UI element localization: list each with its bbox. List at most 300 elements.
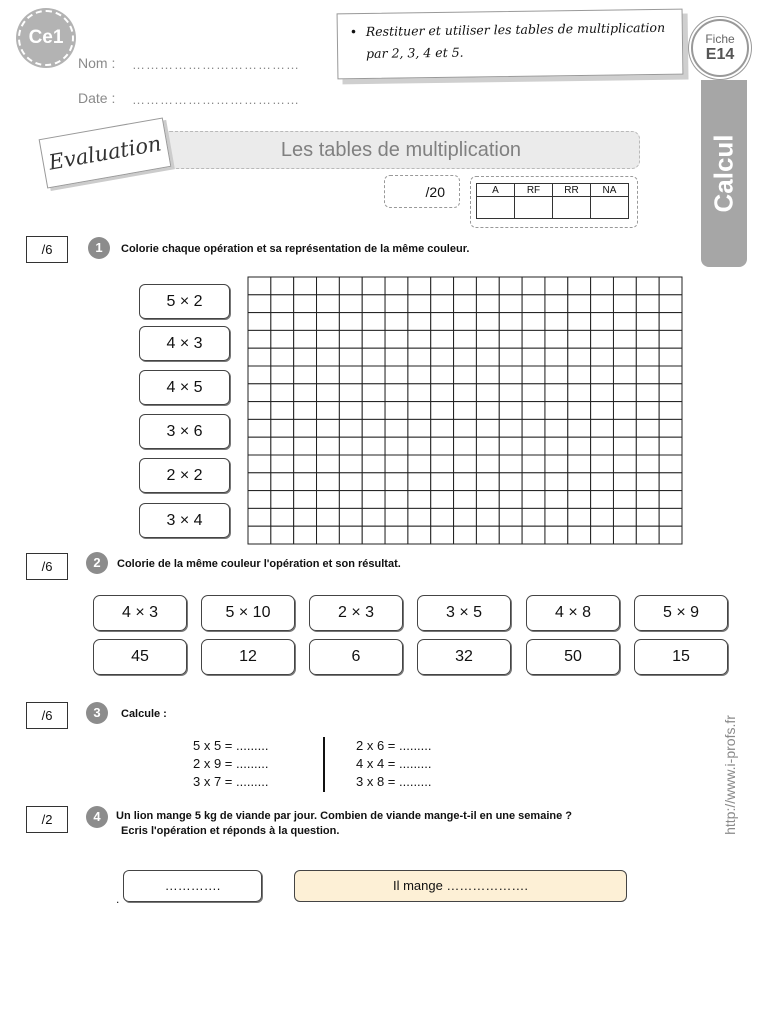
grid-cell[interactable] <box>659 313 682 331</box>
grid-cell[interactable] <box>362 491 385 509</box>
grid-cell[interactable] <box>408 402 431 420</box>
competence-cell-rr[interactable] <box>553 197 591 219</box>
grid-cell[interactable] <box>613 491 636 509</box>
grid-cell[interactable] <box>454 491 477 509</box>
grid-cell[interactable] <box>476 437 499 455</box>
grid-cell[interactable] <box>659 455 682 473</box>
grid-cell[interactable] <box>248 330 271 348</box>
grid-cell[interactable] <box>408 491 431 509</box>
grid-cell[interactable] <box>568 419 591 437</box>
grid-cell[interactable] <box>454 277 477 295</box>
grid-cell[interactable] <box>613 295 636 313</box>
exercise1-operation[interactable]: 4 × 5 <box>139 370 230 405</box>
grid-cell[interactable] <box>476 313 499 331</box>
grid-cell[interactable] <box>591 277 614 295</box>
grid-cell[interactable] <box>568 508 591 526</box>
exercise1-operation[interactable]: 3 × 6 <box>139 414 230 449</box>
grid-cell[interactable] <box>339 277 362 295</box>
grid-cell[interactable] <box>431 526 454 544</box>
grid-cell[interactable] <box>613 348 636 366</box>
grid-cell[interactable] <box>613 419 636 437</box>
grid-cell[interactable] <box>636 330 659 348</box>
grid-cell[interactable] <box>294 313 317 331</box>
grid-cell[interactable] <box>271 473 294 491</box>
grid-cell[interactable] <box>339 491 362 509</box>
grid-cell[interactable] <box>271 402 294 420</box>
grid-cell[interactable] <box>248 402 271 420</box>
grid-cell[interactable] <box>659 366 682 384</box>
grid-cell[interactable] <box>613 473 636 491</box>
grid-cell[interactable] <box>568 473 591 491</box>
grid-cell[interactable] <box>522 473 545 491</box>
grid-cell[interactable] <box>248 295 271 313</box>
grid-cell[interactable] <box>454 455 477 473</box>
grid-cell[interactable] <box>294 277 317 295</box>
grid-cell[interactable] <box>408 295 431 313</box>
grid-cell[interactable] <box>568 455 591 473</box>
grid-cell[interactable] <box>317 526 340 544</box>
grid-cell[interactable] <box>499 295 522 313</box>
grid-cell[interactable] <box>454 330 477 348</box>
grid-cell[interactable] <box>591 330 614 348</box>
grid-cell[interactable] <box>659 348 682 366</box>
grid-cell[interactable] <box>454 384 477 402</box>
total-score-box[interactable] <box>384 175 460 208</box>
grid-cell[interactable] <box>385 491 408 509</box>
grid-cell[interactable] <box>522 366 545 384</box>
grid-cell[interactable] <box>636 473 659 491</box>
grid-cell[interactable] <box>613 455 636 473</box>
grid-cell[interactable] <box>271 526 294 544</box>
grid-cell[interactable] <box>317 437 340 455</box>
grid-cell[interactable] <box>499 277 522 295</box>
grid-cell[interactable] <box>248 277 271 295</box>
grid-cell[interactable] <box>362 313 385 331</box>
grid-cell[interactable] <box>339 508 362 526</box>
grid-cell[interactable] <box>317 384 340 402</box>
grid-cell[interactable] <box>362 384 385 402</box>
grid-cell[interactable] <box>454 402 477 420</box>
grid-cell[interactable] <box>385 366 408 384</box>
grid-cell[interactable] <box>476 508 499 526</box>
grid-cell[interactable] <box>568 348 591 366</box>
grid-cell[interactable] <box>636 526 659 544</box>
grid-cell[interactable] <box>271 437 294 455</box>
exercise2-result-card[interactable]: 45 <box>93 639 187 675</box>
grid-cell[interactable] <box>499 330 522 348</box>
grid-cell[interactable] <box>454 419 477 437</box>
grid-cell[interactable] <box>408 455 431 473</box>
grid-cell[interactable] <box>271 330 294 348</box>
grid-cell[interactable] <box>294 330 317 348</box>
grid-cell[interactable] <box>454 313 477 331</box>
grid-cell[interactable] <box>613 330 636 348</box>
grid-cell[interactable] <box>522 455 545 473</box>
grid-cell[interactable] <box>591 313 614 331</box>
grid-cell[interactable] <box>545 295 568 313</box>
grid-cell[interactable] <box>499 455 522 473</box>
competence-cell-a[interactable] <box>477 197 515 219</box>
grid-cell[interactable] <box>294 402 317 420</box>
grid-cell[interactable] <box>317 366 340 384</box>
grid-cell[interactable] <box>294 508 317 526</box>
grid-cell[interactable] <box>568 330 591 348</box>
competence-cell-rf[interactable] <box>515 197 553 219</box>
grid-cell[interactable] <box>659 508 682 526</box>
grid-cell[interactable] <box>385 348 408 366</box>
grid-cell[interactable] <box>385 473 408 491</box>
grid-cell[interactable] <box>339 437 362 455</box>
grid-cell[interactable] <box>408 437 431 455</box>
grid-cell[interactable] <box>522 526 545 544</box>
grid-cell[interactable] <box>499 419 522 437</box>
grid-cell[interactable] <box>659 473 682 491</box>
coloring-grid[interactable] <box>247 276 683 545</box>
grid-cell[interactable] <box>271 277 294 295</box>
exercise2-result-card[interactable]: 6 <box>309 639 403 675</box>
grid-cell[interactable] <box>476 366 499 384</box>
grid-cell[interactable] <box>591 455 614 473</box>
grid-cell[interactable] <box>476 295 499 313</box>
grid-cell[interactable] <box>431 330 454 348</box>
grid-cell[interactable] <box>568 295 591 313</box>
exercise2-result-card[interactable]: 15 <box>634 639 728 675</box>
grid-cell[interactable] <box>339 330 362 348</box>
grid-cell[interactable] <box>271 419 294 437</box>
grid-cell[interactable] <box>591 366 614 384</box>
grid-cell[interactable] <box>499 526 522 544</box>
grid-cell[interactable] <box>659 384 682 402</box>
grid-cell[interactable] <box>454 348 477 366</box>
grid-cell[interactable] <box>362 473 385 491</box>
grid-cell[interactable] <box>476 384 499 402</box>
grid-cell[interactable] <box>522 384 545 402</box>
grid-cell[interactable] <box>317 313 340 331</box>
exercise1-operation[interactable]: 3 × 4 <box>139 503 230 538</box>
exercise2-operation-card[interactable]: 2 × 3 <box>309 595 403 631</box>
grid-cell[interactable] <box>385 313 408 331</box>
grid-cell[interactable] <box>545 277 568 295</box>
grid-cell[interactable] <box>362 419 385 437</box>
calc-line[interactable]: 3 x 7 = ......... <box>193 774 269 789</box>
grid-cell[interactable] <box>568 384 591 402</box>
grid-cell[interactable] <box>431 313 454 331</box>
grid-cell[interactable] <box>454 437 477 455</box>
grid-cell[interactable] <box>499 402 522 420</box>
grid-cell[interactable] <box>408 330 431 348</box>
grid-cell[interactable] <box>591 491 614 509</box>
grid-cell[interactable] <box>636 295 659 313</box>
grid-cell[interactable] <box>339 473 362 491</box>
grid-cell[interactable] <box>271 508 294 526</box>
grid-cell[interactable] <box>454 473 477 491</box>
grid-cell[interactable] <box>294 455 317 473</box>
grid-cell[interactable] <box>613 277 636 295</box>
grid-cell[interactable] <box>271 366 294 384</box>
exercise2-result-card[interactable]: 32 <box>417 639 511 675</box>
grid-cell[interactable] <box>248 455 271 473</box>
grid-cell[interactable] <box>454 526 477 544</box>
grid-cell[interactable] <box>248 473 271 491</box>
grid-cell[interactable] <box>431 419 454 437</box>
grid-cell[interactable] <box>591 508 614 526</box>
grid-cell[interactable] <box>613 526 636 544</box>
grid-cell[interactable] <box>431 402 454 420</box>
grid-cell[interactable] <box>339 384 362 402</box>
grid-cell[interactable] <box>294 384 317 402</box>
grid-cell[interactable] <box>248 526 271 544</box>
grid-cell[interactable] <box>339 366 362 384</box>
grid-cell[interactable] <box>499 473 522 491</box>
grid-cell[interactable] <box>476 402 499 420</box>
grid-cell[interactable] <box>339 526 362 544</box>
grid-cell[interactable] <box>431 295 454 313</box>
grid-cell[interactable] <box>568 277 591 295</box>
grid-cell[interactable] <box>591 348 614 366</box>
grid-cell[interactable] <box>385 508 408 526</box>
grid-cell[interactable] <box>568 313 591 331</box>
grid-cell[interactable] <box>522 313 545 331</box>
grid-cell[interactable] <box>636 384 659 402</box>
grid-cell[interactable] <box>476 419 499 437</box>
exercise1-operation[interactable]: 5 × 2 <box>139 284 230 319</box>
grid-cell[interactable] <box>317 455 340 473</box>
grid-cell[interactable] <box>476 277 499 295</box>
grid-cell[interactable] <box>294 491 317 509</box>
grid-cell[interactable] <box>545 330 568 348</box>
grid-cell[interactable] <box>636 366 659 384</box>
grid-cell[interactable] <box>385 277 408 295</box>
grid-cell[interactable] <box>385 419 408 437</box>
grid-cell[interactable] <box>339 313 362 331</box>
grid-cell[interactable] <box>636 419 659 437</box>
grid-cell[interactable] <box>431 473 454 491</box>
exercise1-operation[interactable]: 4 × 3 <box>139 326 230 361</box>
grid-cell[interactable] <box>636 277 659 295</box>
grid-cell[interactable] <box>362 455 385 473</box>
grid-cell[interactable] <box>659 437 682 455</box>
grid-cell[interactable] <box>522 491 545 509</box>
grid-cell[interactable] <box>271 348 294 366</box>
grid-cell[interactable] <box>271 491 294 509</box>
grid-cell[interactable] <box>362 508 385 526</box>
calc-line[interactable]: 3 x 8 = ......... <box>356 774 432 789</box>
calc-line[interactable]: 5 x 5 = ......... <box>193 738 269 753</box>
grid-cell[interactable] <box>476 473 499 491</box>
grid-cell[interactable] <box>248 437 271 455</box>
exercise1-operation[interactable]: 2 × 2 <box>139 458 230 493</box>
grid-cell[interactable] <box>591 419 614 437</box>
grid-cell[interactable] <box>659 295 682 313</box>
grid-cell[interactable] <box>271 455 294 473</box>
grid-cell[interactable] <box>499 384 522 402</box>
grid-cell[interactable] <box>613 402 636 420</box>
grid-cell[interactable] <box>431 366 454 384</box>
grid-cell[interactable] <box>362 437 385 455</box>
grid-cell[interactable] <box>476 526 499 544</box>
grid-cell[interactable] <box>408 366 431 384</box>
grid-cell[interactable] <box>613 437 636 455</box>
grid-cell[interactable] <box>362 526 385 544</box>
grid-cell[interactable] <box>613 508 636 526</box>
grid-cell[interactable] <box>248 384 271 402</box>
grid-cell[interactable] <box>385 402 408 420</box>
grid-cell[interactable] <box>636 402 659 420</box>
grid-cell[interactable] <box>431 277 454 295</box>
grid-cell[interactable] <box>294 366 317 384</box>
grid-cell[interactable] <box>545 384 568 402</box>
grid-cell[interactable] <box>636 313 659 331</box>
grid-cell[interactable] <box>248 508 271 526</box>
grid-cell[interactable] <box>613 313 636 331</box>
grid-cell[interactable] <box>454 295 477 313</box>
grid-cell[interactable] <box>522 348 545 366</box>
grid-cell[interactable] <box>248 366 271 384</box>
grid-cell[interactable] <box>545 419 568 437</box>
grid-cell[interactable] <box>431 491 454 509</box>
grid-cell[interactable] <box>362 402 385 420</box>
grid-cell[interactable] <box>294 348 317 366</box>
grid-cell[interactable] <box>454 366 477 384</box>
grid-cell[interactable] <box>408 313 431 331</box>
grid-cell[interactable] <box>545 455 568 473</box>
grid-cell[interactable] <box>522 402 545 420</box>
grid-cell[interactable] <box>545 508 568 526</box>
grid-cell[interactable] <box>362 348 385 366</box>
grid-cell[interactable] <box>499 437 522 455</box>
grid-cell[interactable] <box>339 419 362 437</box>
grid-cell[interactable] <box>568 437 591 455</box>
calc-line[interactable]: 4 x 4 = ......... <box>356 756 432 771</box>
grid-cell[interactable] <box>499 348 522 366</box>
grid-cell[interactable] <box>431 348 454 366</box>
grid-cell[interactable] <box>659 491 682 509</box>
grid-cell[interactable] <box>545 366 568 384</box>
grid-cell[interactable] <box>408 508 431 526</box>
grid-cell[interactable] <box>591 295 614 313</box>
grid-cell[interactable] <box>659 277 682 295</box>
grid-cell[interactable] <box>636 491 659 509</box>
date-field[interactable]: ……………………………… <box>132 92 300 107</box>
grid-cell[interactable] <box>568 526 591 544</box>
grid-cell[interactable] <box>636 348 659 366</box>
grid-cell[interactable] <box>431 437 454 455</box>
exercise4-points[interactable]: /2 <box>26 806 68 833</box>
grid-cell[interactable] <box>476 348 499 366</box>
grid-cell[interactable] <box>522 295 545 313</box>
exercise3-points[interactable]: /6 <box>26 702 68 729</box>
grid-cell[interactable] <box>362 366 385 384</box>
grid-cell[interactable] <box>248 491 271 509</box>
grid-cell[interactable] <box>248 348 271 366</box>
grid-cell[interactable] <box>613 366 636 384</box>
exercise2-operation-card[interactable]: 5 × 9 <box>634 595 728 631</box>
grid-cell[interactable] <box>294 419 317 437</box>
grid-cell[interactable] <box>636 437 659 455</box>
grid-cell[interactable] <box>385 455 408 473</box>
exercise2-operation-card[interactable]: 3 × 5 <box>417 595 511 631</box>
grid-cell[interactable] <box>317 277 340 295</box>
grid-cell[interactable] <box>385 526 408 544</box>
grid-cell[interactable] <box>317 419 340 437</box>
grid-cell[interactable] <box>248 313 271 331</box>
grid-cell[interactable] <box>271 384 294 402</box>
grid-cell[interactable] <box>271 313 294 331</box>
grid-cell[interactable] <box>499 491 522 509</box>
grid-cell[interactable] <box>431 384 454 402</box>
grid-cell[interactable] <box>385 295 408 313</box>
calc-line[interactable]: 2 x 9 = ......... <box>193 756 269 771</box>
exercise2-operation-card[interactable]: 4 × 3 <box>93 595 187 631</box>
grid-cell[interactable] <box>317 295 340 313</box>
grid-cell[interactable] <box>545 313 568 331</box>
grid-cell[interactable] <box>545 402 568 420</box>
answer-sentence-box[interactable]: Il mange ………………. <box>294 870 627 902</box>
grid-cell[interactable] <box>659 526 682 544</box>
grid-cell[interactable] <box>568 366 591 384</box>
grid-cell[interactable] <box>362 277 385 295</box>
competence-cell-na[interactable] <box>591 197 629 219</box>
grid-cell[interactable] <box>476 330 499 348</box>
grid-cell[interactable] <box>545 437 568 455</box>
grid-cell[interactable] <box>408 526 431 544</box>
grid-cell[interactable] <box>591 473 614 491</box>
grid-cell[interactable] <box>545 526 568 544</box>
grid-cell[interactable] <box>339 402 362 420</box>
grid-cell[interactable] <box>568 402 591 420</box>
exercise2-result-card[interactable]: 12 <box>201 639 295 675</box>
grid-cell[interactable] <box>317 348 340 366</box>
grid-cell[interactable] <box>568 491 591 509</box>
name-field[interactable]: ……………………………… <box>132 57 300 72</box>
operation-answer-box[interactable]: …………. <box>123 870 262 902</box>
grid-cell[interactable] <box>408 473 431 491</box>
grid-cell[interactable] <box>248 419 271 437</box>
grid-cell[interactable] <box>636 508 659 526</box>
grid-cell[interactable] <box>476 455 499 473</box>
grid-cell[interactable] <box>294 473 317 491</box>
grid-cell[interactable] <box>591 526 614 544</box>
exercise2-points[interactable]: /6 <box>26 553 68 580</box>
grid-cell[interactable] <box>385 384 408 402</box>
grid-cell[interactable] <box>476 491 499 509</box>
grid-cell[interactable] <box>362 330 385 348</box>
grid-cell[interactable] <box>545 348 568 366</box>
grid-cell[interactable] <box>339 455 362 473</box>
grid-cell[interactable] <box>317 330 340 348</box>
grid-cell[interactable] <box>408 348 431 366</box>
grid-cell[interactable] <box>522 330 545 348</box>
grid-cell[interactable] <box>659 330 682 348</box>
grid-cell[interactable] <box>294 295 317 313</box>
grid-cell[interactable] <box>294 526 317 544</box>
grid-cell[interactable] <box>385 437 408 455</box>
grid-cell[interactable] <box>591 384 614 402</box>
grid-cell[interactable] <box>499 508 522 526</box>
calc-line[interactable]: 2 x 6 = ......... <box>356 738 432 753</box>
grid-cell[interactable] <box>408 419 431 437</box>
grid-cell[interactable] <box>408 277 431 295</box>
grid-cell[interactable] <box>431 455 454 473</box>
grid-cell[interactable] <box>522 277 545 295</box>
grid-cell[interactable] <box>271 295 294 313</box>
grid-cell[interactable] <box>659 402 682 420</box>
grid-cell[interactable] <box>385 330 408 348</box>
grid-cell[interactable] <box>522 437 545 455</box>
grid-cell[interactable] <box>294 437 317 455</box>
grid-cell[interactable] <box>499 366 522 384</box>
grid-cell[interactable] <box>454 508 477 526</box>
